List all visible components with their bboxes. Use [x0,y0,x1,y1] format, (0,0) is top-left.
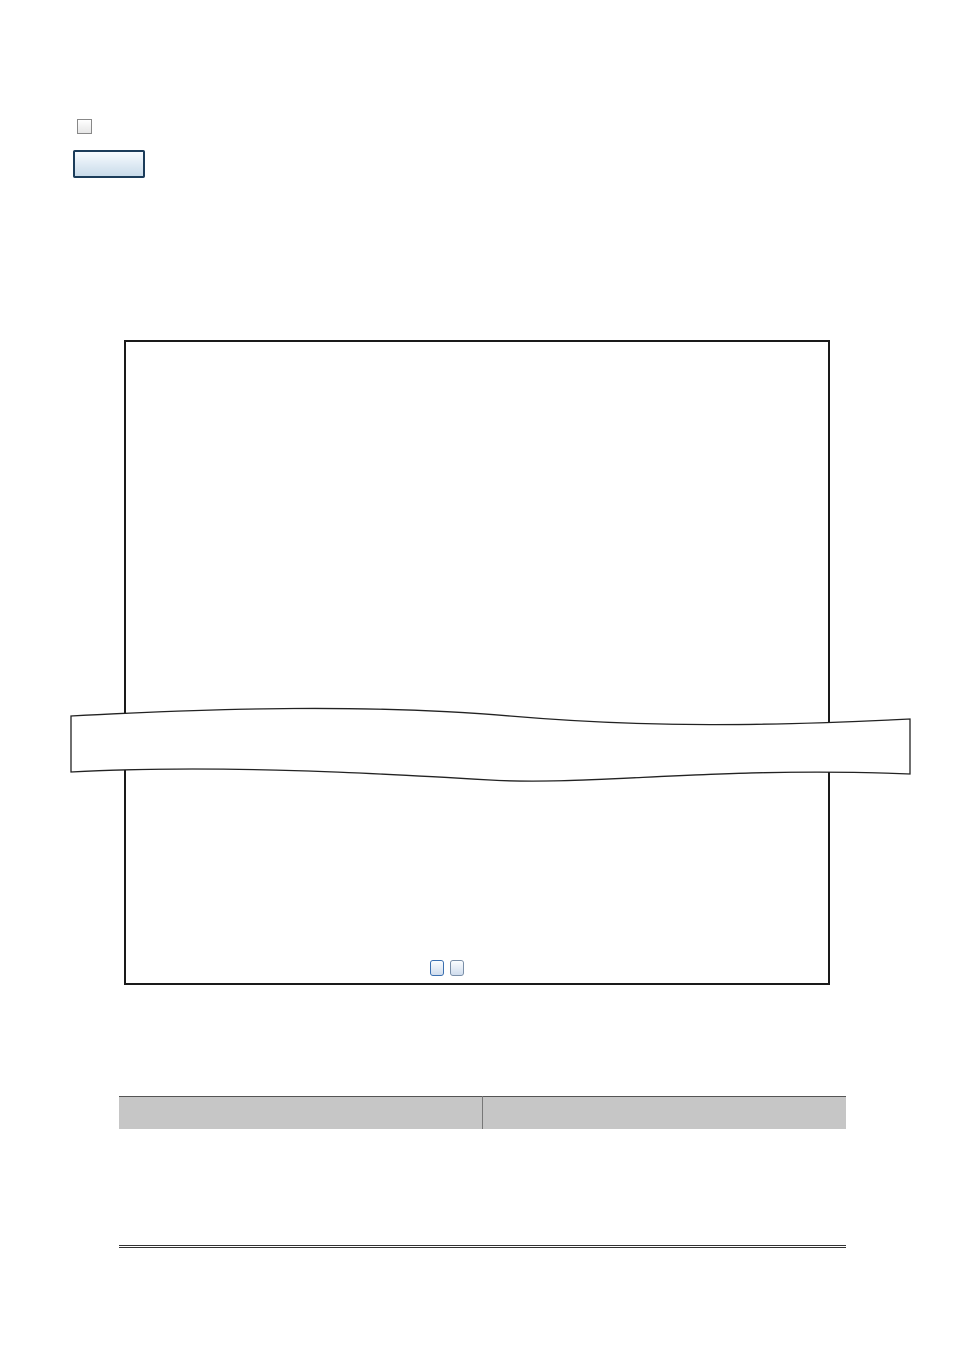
fields-header-row [119,1097,846,1129]
refresh-button[interactable] [73,150,145,178]
auto-refresh-line [72,126,92,144]
fields-header-object [119,1097,483,1129]
fields-header-description [483,1097,847,1129]
form-buttons [430,960,464,981]
auto-refresh-checkbox[interactable] [77,119,92,134]
fields-table [119,1096,846,1129]
save-button[interactable] [430,960,444,976]
stp-cist-screenshot [124,340,830,985]
fields-table-bottom-rule [119,1245,846,1248]
reset-button[interactable] [450,960,464,976]
page-break-tear [70,706,912,786]
